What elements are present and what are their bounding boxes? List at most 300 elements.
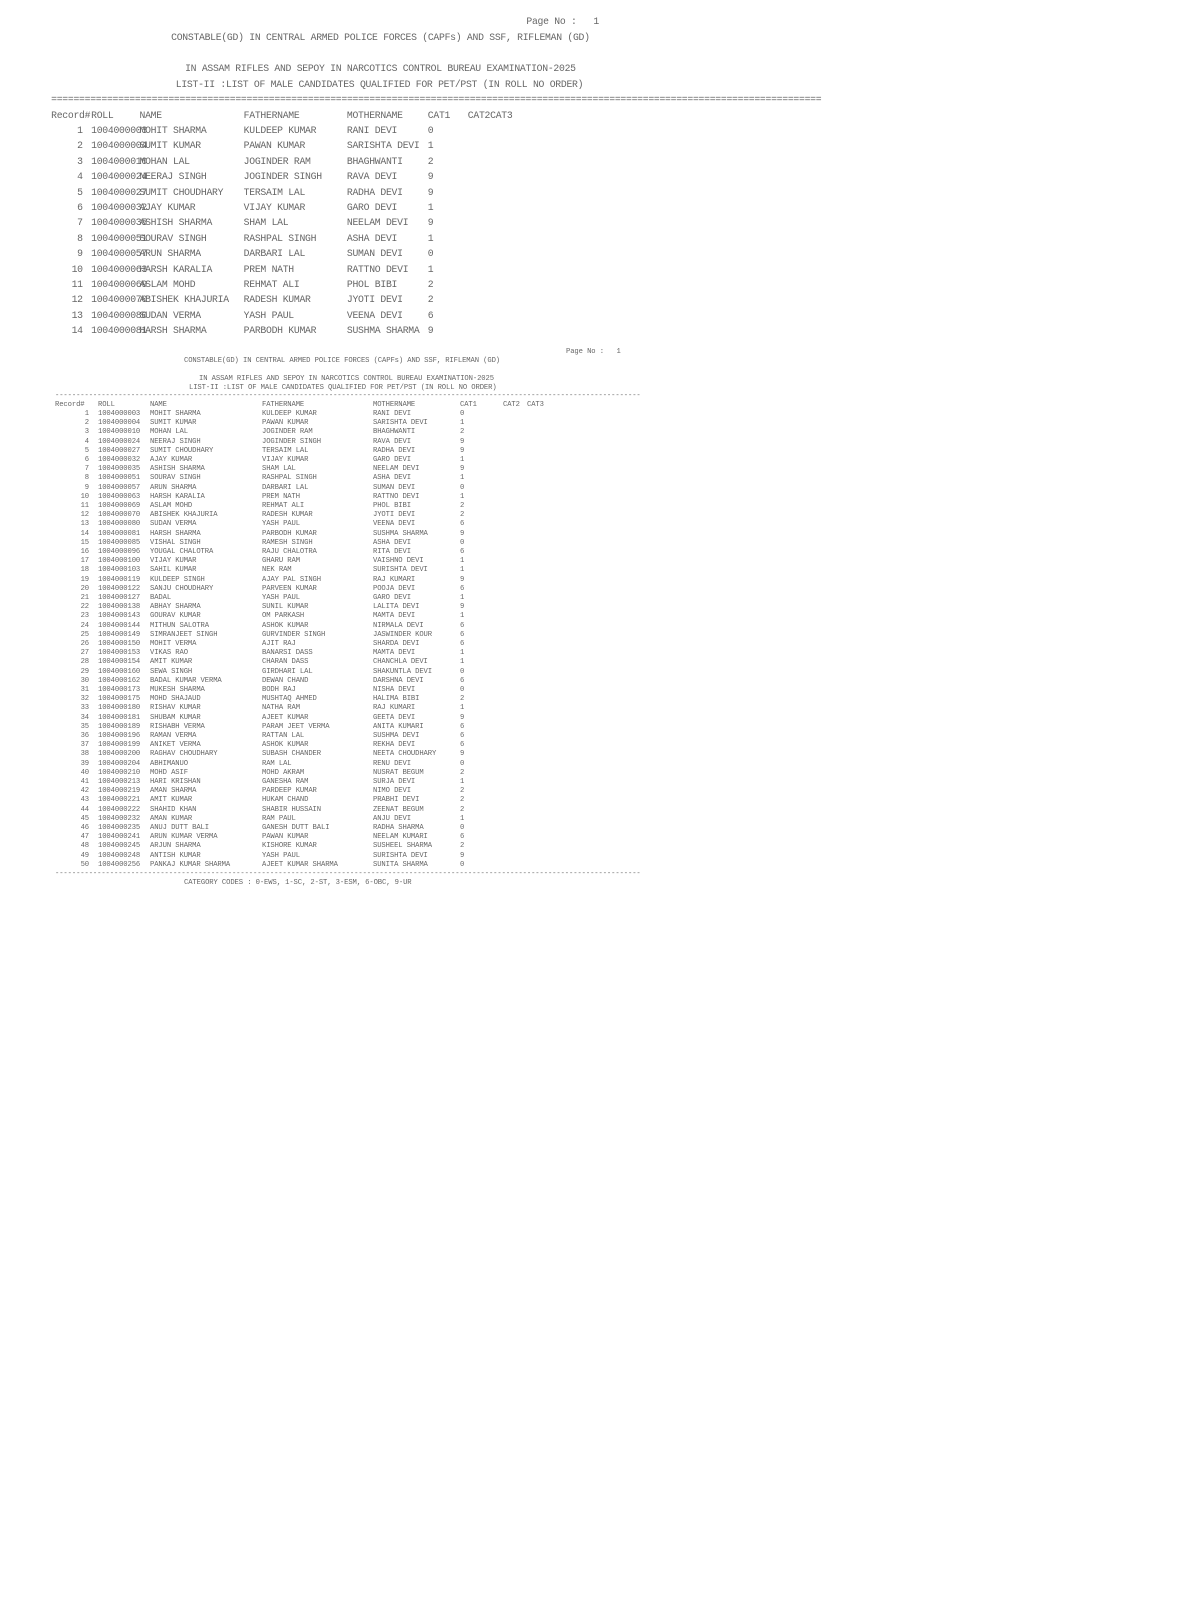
candidate-name: ARUN SHARMA [150, 483, 197, 492]
table-row [0, 124, 651, 137]
record-number: 5 [84, 446, 89, 455]
record-number: 11 [80, 502, 89, 510]
candidate-name: ABHAY SHARMA [150, 603, 201, 612]
mother-name: RADHA SHARMA [373, 824, 424, 832]
exam-title-line1: CONSTABLE(GD) IN CENTRAL ARMED POLICE FORCES (CAPFs) AND SSF, RIFLEMAN (GD) [184, 357, 500, 365]
father-name: PAWAN KUMAR [262, 833, 309, 842]
category-code: 1 [460, 474, 465, 483]
record-number: 28 [80, 658, 89, 667]
mother-name: RATTNO DEVI [346, 263, 409, 276]
mother-name: JASWINDER KOUR [373, 630, 432, 639]
list-title: LIST-II :LIST OF MALE CANDIDATES QUALIFIED FOR PET/PST (IN ROLL NO ORDER) [189, 384, 497, 392]
candidate-name: SIMRANJEET SINGH [150, 630, 218, 639]
father-name: HUKAM CHAND [262, 796, 309, 805]
record-number: 15 [80, 538, 89, 547]
category-code: 0 [460, 667, 465, 676]
candidate-name: ARJUN SHARMA [150, 842, 201, 851]
roll-number: 1004000122 [98, 584, 141, 593]
roll-number: 1004000181 [98, 713, 141, 722]
mother-name: SUMAN DEVI [346, 248, 403, 261]
category-code: 2 [460, 511, 465, 520]
col-cat3: CAT3 [490, 110, 513, 122]
col-cat2: CAT2 [467, 110, 491, 122]
record-number: 48 [80, 842, 89, 851]
record-number: 38 [80, 750, 89, 759]
record-number: 12 [80, 511, 89, 520]
record-number: 13 [71, 309, 83, 322]
roll-number: 1004000149 [98, 630, 141, 639]
table-row [0, 155, 651, 168]
candidate-name: ABISHEK KHAJURIA [139, 294, 229, 307]
mother-name: JYOTI DEVI [346, 294, 403, 307]
mother-name: SURISHTA DEVI [373, 851, 428, 860]
father-name: OM PARKASH [262, 612, 305, 621]
candidate-name: GOURAV KUMAR [150, 612, 201, 621]
father-name: DARBARI LAL [262, 483, 309, 492]
roll-number: 1004000003 [91, 125, 147, 137]
record-number: 10 [71, 263, 83, 276]
category-code: 0 [460, 824, 465, 832]
roll-number: 1004000100 [98, 557, 141, 566]
father-name: PARBODH KUMAR [262, 529, 317, 538]
mother-name: ASHA DEVI [373, 474, 411, 483]
record-number: 27 [80, 649, 89, 658]
category-code: 2 [460, 842, 465, 851]
mother-name: GARO DEVI [346, 202, 398, 214]
record-number: 10 [80, 492, 89, 501]
col-fathername: FATHERNAME [262, 401, 305, 409]
page-number: Page No : 1 [566, 348, 621, 356]
candidate-name: AJAY KUMAR [139, 202, 196, 214]
category-code: 0 [460, 538, 465, 547]
father-name: JOGINDER RAM [262, 428, 313, 437]
mother-name: SUMAN DEVI [373, 483, 416, 492]
mother-name: NUSRAT BEGUM [373, 768, 424, 777]
mother-name: SUSHMA SHARMA [373, 529, 428, 538]
category-code: 0 [460, 686, 465, 694]
roll-number: 1004000070 [98, 511, 141, 520]
category-code: 0 [460, 860, 465, 869]
roll-number: 1004000080 [98, 520, 141, 529]
father-name: RATTAN LAL [262, 732, 305, 740]
mother-name: CHANCHLA DEVI [373, 658, 428, 667]
record-number: 35 [80, 722, 89, 731]
category-code: 9 [427, 325, 434, 338]
record-number: 32 [80, 695, 89, 704]
rule-divider: ------------------------------------------------------------------------------------------------------------------------------------------- [55, 392, 641, 400]
candidate-name: HARSH KARALIA [150, 492, 205, 501]
candidate-name: MUKESH SHARMA [150, 686, 205, 694]
candidate-name: SUMIT KUMAR [150, 419, 197, 428]
category-code: 1 [460, 778, 465, 786]
candidate-name: MOHAN LAL [150, 428, 188, 437]
candidate-name: MOHAN LAL [139, 155, 190, 168]
category-code: 6 [460, 621, 465, 630]
mother-name: RAVA DEVI [373, 437, 411, 446]
record-number: 25 [80, 630, 89, 639]
category-code: 1 [460, 566, 465, 575]
col-record: Record# [55, 401, 85, 409]
roll-number: 1004000085 [98, 538, 141, 547]
category-code: 0 [460, 410, 465, 418]
roll-number: 1004000032 [98, 456, 141, 464]
roll-number: 1004000153 [98, 649, 141, 658]
candidate-name: SUMIT KUMAR [139, 140, 201, 153]
list-title: LIST-II :LIST OF MALE CANDIDATES QUALIFIED FOR PET/PST (IN ROLL NO ORDER) [175, 79, 584, 91]
category-code: 0 [460, 483, 465, 492]
category-code: 0 [427, 248, 434, 261]
mother-name: RAJ KUMARI [373, 575, 416, 584]
father-name: NATHA RAM [262, 704, 300, 713]
father-name: RADESH KUMAR [243, 294, 311, 307]
father-name: VIJAY KUMAR [262, 456, 309, 464]
mother-name: REKHA DEVI [373, 741, 416, 750]
candidate-name: AJAY KUMAR [150, 456, 193, 464]
record-number: 17 [80, 557, 89, 566]
mother-name: SUSHEEL SHARMA [373, 842, 432, 851]
category-code: 9 [427, 186, 434, 199]
record-number: 4 [77, 171, 83, 184]
roll-number: 1004000057 [98, 483, 141, 492]
record-number: 9 [84, 483, 89, 492]
roll-number: 1004000063 [91, 263, 147, 276]
mother-name: ASHA DEVI [346, 232, 398, 245]
roll-number: 1004000222 [98, 805, 141, 814]
category-code: 6 [460, 640, 465, 648]
mother-name: RITA DEVI [373, 548, 411, 556]
father-name: RASHPAL SINGH [262, 474, 317, 483]
category-code: 1 [460, 456, 465, 464]
candidate-name: SUMIT CHOUDHARY [150, 446, 214, 455]
category-code: 9 [460, 603, 465, 612]
mother-name: VAISHNO DEVI [373, 557, 424, 566]
record-number: 44 [80, 805, 89, 814]
roll-number: 1004000010 [91, 155, 147, 168]
table-row [0, 324, 651, 338]
record-number: 1 [77, 125, 83, 137]
mother-name: LALITA DEVI [373, 603, 420, 612]
father-name: SHAM LAL [243, 217, 289, 230]
father-name: MOHD AKRAM [262, 768, 305, 777]
father-name: KISHORE KUMAR [262, 842, 317, 851]
category-code: 6 [460, 732, 465, 740]
col-cat1: CAT1 [460, 401, 477, 409]
category-code: 6 [460, 676, 465, 685]
roll-number: 1004000150 [98, 640, 141, 648]
record-number: 43 [80, 796, 89, 805]
mother-name: PRABHI DEVI [373, 796, 420, 805]
record-number: 11 [71, 279, 83, 291]
mother-name: ZEENAT BEGUM [373, 805, 424, 814]
roll-number: 1004000144 [98, 621, 141, 630]
category-code: 6 [460, 741, 465, 750]
record-number: 6 [77, 202, 83, 214]
record-number: 41 [80, 778, 89, 786]
category-code: 6 [460, 584, 465, 593]
father-name: SHAM LAL [262, 465, 296, 474]
record-number: 33 [80, 704, 89, 713]
record-number: 49 [80, 851, 89, 860]
record-number: 30 [80, 676, 89, 685]
father-name: YASH PAUL [243, 309, 294, 322]
roll-number: 1004000210 [98, 768, 141, 777]
candidate-name: MOHIT SHARMA [139, 125, 207, 137]
roll-number: 1004000173 [98, 686, 141, 694]
roll-number: 1004000080 [91, 309, 147, 322]
father-name: PARBODH KUMAR [243, 325, 317, 338]
roll-number: 1004000248 [98, 851, 141, 860]
father-name: ASHOK KUMAR [262, 621, 309, 630]
mother-name: JYOTI DEVI [373, 511, 416, 520]
record-number: 8 [84, 474, 89, 483]
table-row [0, 278, 651, 291]
col-fathername: FATHERNAME [243, 110, 300, 122]
table-row [0, 247, 651, 261]
father-name: DEWAN CHAND [262, 676, 309, 685]
roll-number: 1004000143 [98, 612, 141, 621]
category-code: 9 [460, 446, 465, 455]
father-name: YASH PAUL [262, 851, 300, 860]
roll-number: 1004000154 [98, 658, 141, 667]
roll-number: 1004000119 [98, 575, 141, 584]
father-name: JOGINDER RAM [243, 155, 311, 168]
col-roll: ROLL [98, 401, 115, 409]
mother-name: SUSHMA SHARMA [346, 325, 420, 338]
table-row [0, 216, 651, 230]
father-name: RAMESH SINGH [262, 538, 313, 547]
roll-number: 1004000189 [98, 722, 141, 731]
father-name: SHABIR HUSSAIN [262, 805, 321, 814]
col-name: NAME [139, 110, 162, 122]
record-number: 14 [71, 325, 83, 338]
record-number: 34 [80, 713, 89, 722]
record-number: 39 [80, 759, 89, 768]
candidate-name: AMAN SHARMA [150, 787, 197, 796]
roll-number: 1004000063 [98, 492, 141, 501]
father-name: JOGINDER SINGH [243, 171, 322, 184]
father-name: GIRDHARI LAL [262, 667, 313, 676]
roll-number: 1004000027 [98, 446, 141, 455]
record-number: 19 [80, 575, 89, 584]
candidate-name: SUDAN VERMA [150, 520, 197, 529]
table-row [0, 139, 651, 153]
category-code: 1 [460, 658, 465, 667]
candidate-name: SOURAV SINGH [150, 474, 201, 483]
candidate-name: RISHABH VERMA [150, 722, 205, 731]
father-name: YASH PAUL [262, 520, 300, 529]
table-row [0, 263, 651, 276]
mother-name: BHAGHWANTI [373, 428, 416, 437]
father-name: YASH PAUL [262, 594, 300, 602]
candidate-name: ASHISH SHARMA [139, 217, 213, 230]
father-name: TERSAIM LAL [262, 446, 309, 455]
table-row [0, 170, 651, 184]
zoomed-excerpt [0, 0, 1116, 340]
candidate-name: ABISHEK KHAJURIA [150, 511, 218, 520]
category-code: 1 [427, 263, 434, 276]
roll-number: 1004000200 [98, 750, 141, 759]
roll-number: 1004000070 [91, 294, 147, 307]
candidate-name: ABHIMANUO [150, 759, 188, 768]
record-number: 7 [84, 465, 89, 474]
father-name: RASHPAL SINGH [243, 232, 317, 245]
mother-name: DARSHNA DEVI [373, 676, 424, 685]
father-name: AJIT RAJ [262, 640, 296, 648]
table-row [0, 201, 651, 214]
mother-name: SUSHMA DEVI [373, 732, 420, 740]
father-name: GHARU RAM [262, 557, 300, 566]
category-code: 9 [460, 750, 465, 759]
category-code: 9 [460, 851, 465, 860]
record-number: 12 [71, 294, 83, 307]
col-roll: ROLL [91, 110, 114, 122]
mother-name: ANJU DEVI [373, 814, 411, 823]
mother-name: BHAGHWANTI [346, 155, 403, 168]
candidate-name: PANKAJ KUMAR SHARMA [150, 860, 231, 869]
father-name: TERSAIM LAL [243, 186, 306, 199]
mother-name: RANI DEVI [346, 125, 398, 137]
father-name: AJEET KUMAR SHARMA [262, 860, 338, 869]
candidate-name: ASLAM MOHD [139, 279, 196, 291]
mother-name: HALIMA BIBI [373, 695, 420, 704]
exam-title-line2: IN ASSAM RIFLES AND SEPOY IN NARCOTICS CONTROL BUREAU EXAMINATION-2025 [199, 375, 494, 383]
father-name: MUSHTAQ AHMED [262, 695, 317, 704]
father-name: PAWAN KUMAR [262, 419, 309, 428]
mother-name: RANI DEVI [373, 410, 411, 418]
category-code: 2 [460, 796, 465, 805]
candidate-name: ASHISH SHARMA [150, 465, 205, 474]
roll-number: 1004000003 [98, 410, 141, 418]
roll-number: 1004000069 [98, 502, 141, 510]
mother-name: SARISHTA DEVI [346, 140, 420, 153]
roll-number: 1004000235 [98, 824, 141, 832]
roll-number: 1004000024 [98, 437, 141, 446]
roll-number: 1004000162 [98, 676, 141, 685]
mother-name: SHARDA DEVI [373, 640, 420, 648]
category-code: 2 [460, 768, 465, 777]
candidate-name: VIKAS RAO [150, 649, 188, 658]
mother-name: RAJ KUMARI [373, 704, 416, 713]
table-row [0, 293, 651, 307]
father-name: DARBARI LAL [243, 248, 306, 261]
mother-name: POOJA DEVI [373, 584, 416, 593]
record-number: 14 [80, 529, 89, 538]
col-record: Record# [51, 110, 91, 122]
roll-number: 1004000081 [98, 529, 141, 538]
col-mothername: MOTHERNAME [346, 110, 403, 122]
candidate-name: SUDAN VERMA [139, 309, 201, 322]
candidate-name: VISHAL SINGH [150, 538, 201, 547]
mother-name: RADHA DEVI [373, 446, 416, 455]
roll-number: 1004000010 [98, 428, 141, 437]
candidate-name: SHUBAM KUMAR [150, 713, 201, 722]
category-code: 9 [460, 713, 465, 722]
record-number: 47 [80, 833, 89, 842]
mother-name: ASHA DEVI [373, 538, 411, 547]
col-cat3: CAT3 [527, 401, 544, 409]
roll-number: 1004000138 [98, 603, 141, 612]
roll-number: 1004000057 [91, 248, 147, 261]
col-cat1: CAT1 [427, 110, 451, 122]
mother-name: RATTNO DEVI [373, 492, 420, 501]
mother-name: GEETA DEVI [373, 713, 416, 722]
candidate-name: MOHIT SHARMA [150, 410, 201, 418]
father-name: REHMAT ALI [243, 279, 300, 291]
father-name: GURVINDER SINGH [262, 630, 326, 639]
candidate-name: ARUN KUMAR VERMA [150, 833, 218, 842]
record-number: 3 [84, 428, 89, 437]
candidate-name: ASLAM MOHD [150, 502, 193, 510]
roll-number: 1004000175 [98, 695, 141, 704]
record-number: 8 [77, 232, 83, 245]
father-name: NEK RAM [262, 566, 292, 575]
category-code: 2 [460, 502, 465, 510]
roll-number: 1004000232 [98, 814, 141, 823]
record-number: 46 [80, 824, 89, 832]
mother-name: SURJA DEVI [373, 778, 416, 786]
record-number: 5 [77, 186, 83, 199]
roll-number: 1004000180 [98, 704, 141, 713]
table-row [0, 309, 651, 322]
mother-name: VEENA DEVI [346, 309, 403, 322]
roll-number: 1004000219 [98, 787, 141, 796]
mother-name: VEENA DEVI [373, 520, 416, 529]
candidate-name: NEERAJ SINGH [150, 437, 201, 446]
category-code: 2 [460, 695, 465, 704]
mother-name: PHOL BIBI [346, 279, 398, 291]
record-number: 2 [84, 419, 89, 428]
roll-number: 1004000004 [98, 419, 141, 428]
mother-name: SARISHTA DEVI [373, 419, 428, 428]
mother-name: MAMTA DEVI [373, 649, 416, 658]
roll-number: 1004000024 [91, 171, 147, 184]
record-number: 36 [80, 732, 89, 740]
mother-name: RENU DEVI [373, 759, 411, 768]
father-name: RAM LAL [262, 759, 292, 768]
candidate-name: AMAN KUMAR [150, 814, 193, 823]
record-number: 37 [80, 741, 89, 750]
category-code: 2 [427, 294, 434, 307]
record-number: 40 [80, 768, 89, 777]
category-code: 1 [460, 612, 465, 621]
col-mothername: MOTHERNAME [373, 401, 416, 409]
father-name: RAM PAUL [262, 814, 296, 823]
roll-number: 1004000032 [91, 202, 147, 214]
candidate-name: ANUJ DUTT BALI [150, 824, 209, 832]
candidate-name: SAHIL KUMAR [150, 566, 197, 575]
father-name: RADESH KUMAR [262, 511, 313, 520]
category-code: 9 [427, 171, 434, 184]
father-name: REHMAT ALI [262, 502, 305, 510]
roll-number: 1004000096 [98, 548, 141, 556]
roll-number: 1004000160 [98, 667, 141, 676]
father-name: PAWAN KUMAR [243, 140, 306, 153]
category-code: 2 [427, 279, 434, 291]
father-name: AJEET KUMAR [262, 713, 309, 722]
father-name: VIJAY KUMAR [243, 202, 306, 214]
category-code: 6 [460, 630, 465, 639]
record-number: 2 [77, 140, 83, 153]
record-number: 42 [80, 787, 89, 796]
category-code: 6 [427, 309, 434, 322]
category-code: 0 [427, 125, 434, 137]
mother-name: ANITA KUMARI [373, 722, 424, 731]
roll-number: 1004000127 [98, 594, 141, 602]
candidate-name: HARSH KARALIA [139, 263, 213, 276]
record-number: 24 [80, 621, 89, 630]
candidate-name: MOHIT VERMA [150, 640, 197, 648]
mother-name: PHOL BIBI [373, 502, 411, 510]
